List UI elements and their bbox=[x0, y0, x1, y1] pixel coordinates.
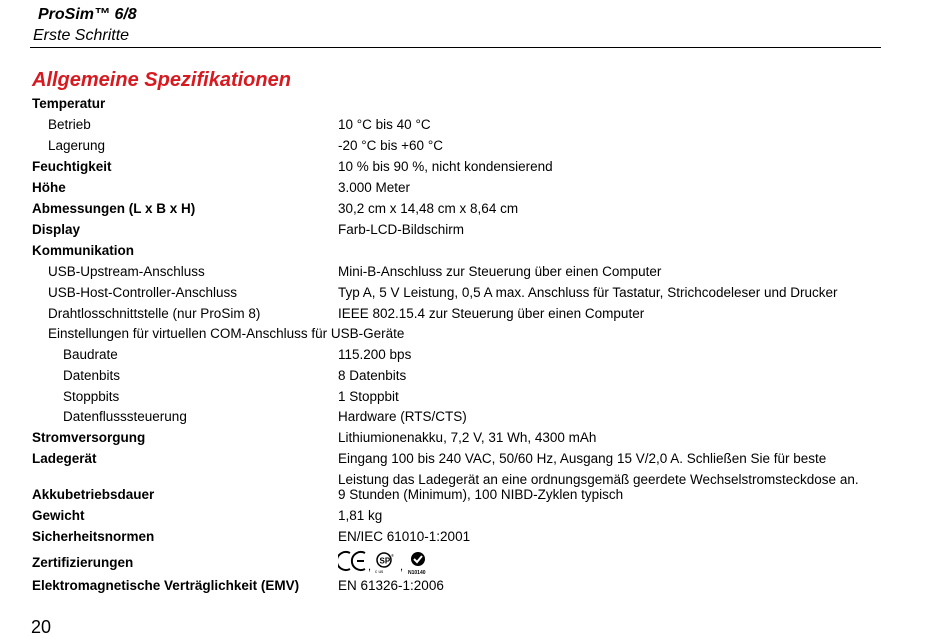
spec-value: 8 Datenbits bbox=[338, 368, 407, 383]
spec-value: EN 61326-1:2006 bbox=[338, 578, 444, 593]
spec-label: Akkubetriebsdauer ..... bbox=[32, 485, 337, 506]
spec-value: Lithiumionenakku, 7,2 V, 31 Wh, 4300 mAh bbox=[338, 430, 597, 445]
spec-value: 9 Stunden (Minimum), 100 NIBD-Zyklen typisch bbox=[338, 487, 624, 502]
spec-label: Sicherheitsnormen ..... bbox=[32, 527, 337, 548]
spec-value: EN/IEC 61010-1:2001 bbox=[338, 529, 471, 544]
spec-label: Baudrate ..... bbox=[63, 345, 337, 366]
svg-text:,: , bbox=[368, 561, 372, 573]
spec-label: Stromversorgung ..... bbox=[32, 428, 337, 449]
spec-label: Zertifizierungen ..... bbox=[32, 553, 337, 574]
ce-mark-icon bbox=[338, 547, 448, 577]
spec-value: Farb-LCD-Bildschirm bbox=[338, 222, 465, 237]
spec-label: Datenflusssteuerung ..... bbox=[63, 407, 337, 428]
spec-label: Abmessungen (L x B x H) ..... bbox=[32, 199, 337, 220]
spec-label: Kommunikation bbox=[32, 243, 135, 258]
page-number: 20 bbox=[31, 617, 52, 637]
spec-label: Feuchtigkeit ..... bbox=[32, 157, 337, 178]
header-subtitle: Erste Schritte bbox=[33, 27, 130, 44]
spec-value: 3.000 Meter bbox=[338, 180, 411, 195]
spec-value: 115.200 bps bbox=[338, 347, 412, 362]
spec-label: Ladegerät ..... bbox=[32, 449, 337, 470]
spec-label: Display ..... bbox=[32, 220, 337, 241]
spec-value: 30,2 cm x 14,48 cm x 8,64 cm bbox=[338, 201, 519, 216]
spec-value: Hardware (RTS/CTS) bbox=[338, 409, 467, 424]
spec-label: Einstellungen für virtuellen COM-Anschluss für USB-Geräte bbox=[48, 326, 405, 341]
svg-text:®: ® bbox=[391, 553, 394, 558]
spec-value: IEEE 802.15.4 zur Steuerung über einen Computer bbox=[338, 306, 645, 321]
spec-label: USB-Host-Controller-Anschluss ..... bbox=[48, 283, 337, 304]
svg-text:SP: SP bbox=[379, 556, 391, 566]
spec-label: Betrieb ..... bbox=[48, 115, 337, 136]
svg-text:N10140: N10140 bbox=[408, 570, 426, 576]
spec-label: Lagerung ..... bbox=[48, 136, 337, 157]
spec-value: -20 °C bis +60 °C bbox=[338, 138, 443, 153]
spec-value: Eingang 100 bis 240 VAC, 50/60 Hz, Ausgang 15 V/2,0 A. Schließen Sie für beste Leistung das Ladegerät an eine ordnungsgemäß geerdete Wechselstromsteckdose an. bbox=[338, 451, 859, 487]
spec-value: 10 % bis 90 %, nicht kondensierend bbox=[338, 159, 553, 174]
section-title: Allgemeine Spezifikationen bbox=[32, 69, 291, 91]
spec-label: Höhe ..... bbox=[32, 178, 337, 199]
spec-value: 1,81 kg bbox=[338, 508, 383, 523]
spec-label: Temperatur bbox=[32, 96, 106, 111]
spec-value: Mini-B-Anschluss zur Steuerung über einen Computer bbox=[338, 264, 662, 279]
spec-value: Typ A, 5 V Leistung, 0,5 A max. Anschluss für Tastatur, Strichcodeleser und Drucker bbox=[338, 285, 838, 300]
certification-marks bbox=[338, 547, 878, 577]
spec-label: Gewicht ..... bbox=[32, 506, 337, 527]
svg-text:,: , bbox=[400, 561, 404, 573]
spec-label: Elektromagnetische Verträglichkeit (EMV) ..... bbox=[32, 576, 337, 597]
spec-label: USB-Upstream-Anschluss ..... bbox=[48, 262, 337, 283]
svg-text:c us: c us bbox=[375, 569, 384, 574]
spec-label: Datenbits ..... bbox=[63, 366, 337, 387]
header-title: ProSim™ 6/8 bbox=[38, 6, 137, 23]
spec-value: 10 °C bis 40 °C bbox=[338, 117, 431, 132]
spec-label: Stoppbits ..... bbox=[63, 387, 337, 408]
spec-value: 1 Stoppbit bbox=[338, 389, 399, 404]
spec-label: Drahtlosschnittstelle (nur ProSim 8) ..... bbox=[48, 304, 337, 325]
